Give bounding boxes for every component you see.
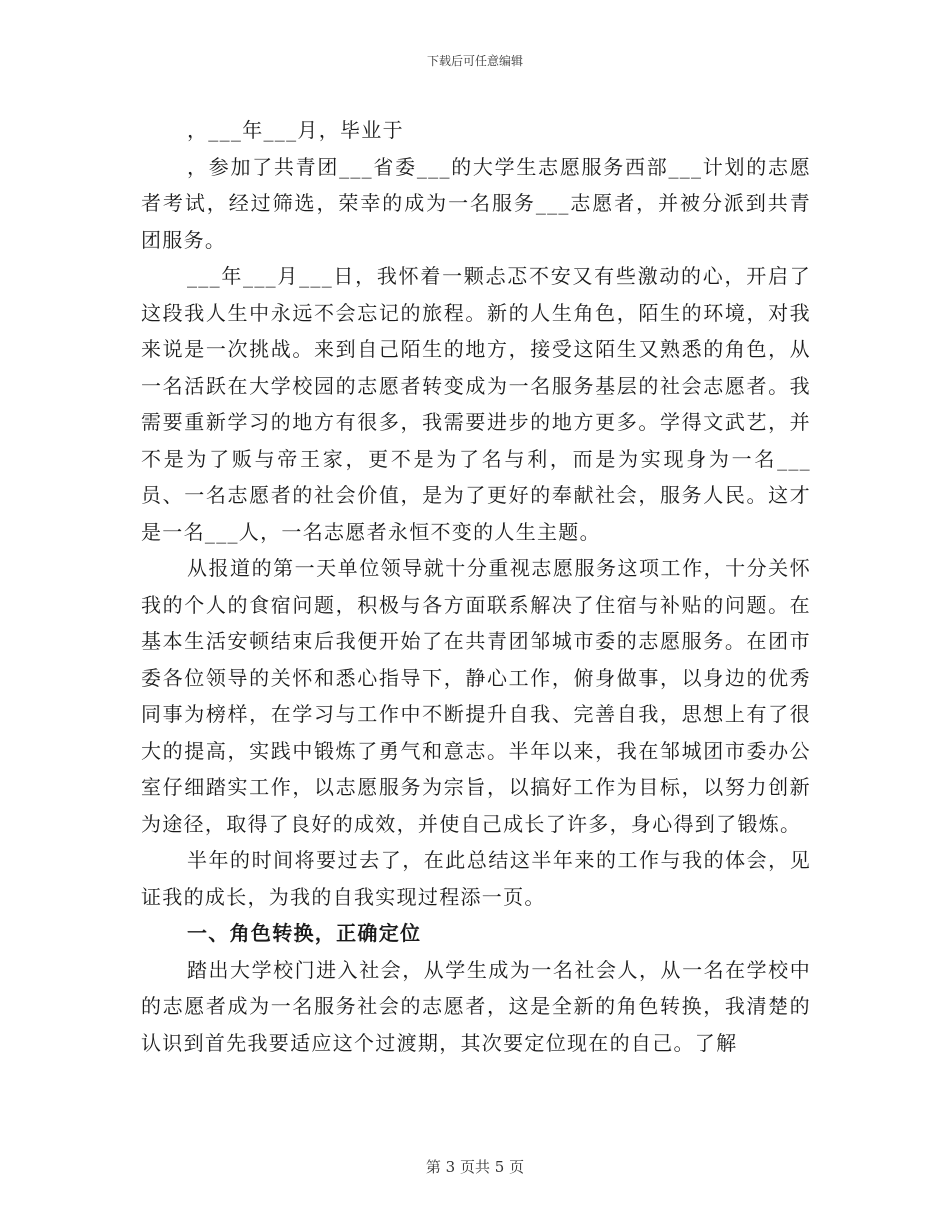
paragraph-volunteer-exam: ，参加了共青团___省委___的大学生志愿服务西部___计划的志愿者考试，经过筛选，荣幸的成为一名服务___志愿者，并被分派到共青团服务。 xyxy=(141,154,811,252)
paragraph-journey-start: ___年___月___日，我怀着一颗忐忑不安又有些激动的心，开启了这段我人生中永远不会忘记的旅程。新的人生角色，陌生的环境，对我来说是一次挑战。来到自己陌生的地方，接受这陌生又熟悉的角色，从一名活跃在大学校园的志愿者转变成为一名服务基层的社会志愿者。我需要重新学习的地方有很多，我需要进步的地方更多。学得文武艺，并不是为了贩与帝王家，更不是为了名与利，而是为实现身为一名___员、一名志愿者的社会价值，是为了更好的奉献社会，服务人民。这才是一名___人，一名志愿者永恒不变的人生主题。 xyxy=(141,264,811,544)
paragraph-graduation: ，___年___月，毕业于 xyxy=(187,118,404,142)
page-footer: 第 3 页共 5 页 xyxy=(425,1158,525,1176)
page-header: 下载后可任意编辑 xyxy=(426,54,523,68)
document-body xyxy=(141,112,811,1061)
paragraph-half-year-summary: 半年的时间将要过去了，在此总结这半年来的工作与我的体会，见证我的成长，为我的自我实现过程添一页。 xyxy=(141,848,811,909)
paragraph-first-day: 从报道的第一天单位领导就十分重视志愿服务这项工作，十分关怀我的个人的食宿问题，积极与各方面联系解决了住宿与补贴的问题。在基本生活安顿结束后我便开始了在共青团邹城市委的志愿服务。在团市委各位领导的关怀和悉心指导下，静心工作，俯身做事，以身边的优秀同事为榜样，在学习与工作中不断提升自我、完善自我，思想上有了很大的提高，实践中锻炼了勇气和意志。半年以来，我在邹城团市委办公室仔细踏实工作，以志愿服务为宗旨，以搞好工作为目标，以努力创新为途径，取得了良好的成效，并使自己成长了许多，身心得到了锻炼。 xyxy=(141,556,811,836)
paragraph-role-change: 踏出大学校门进入社会，从学生成为一名社会人，从一名在学校中的志愿者成为一名服务社会的志愿者，这是全新的角色转换，我清楚的认识到首先我要适应这个过渡期，其次要定位现在的自己。了解 xyxy=(141,957,811,1055)
section-heading-role-change: 一、角色转换，正确定位 xyxy=(187,921,422,945)
